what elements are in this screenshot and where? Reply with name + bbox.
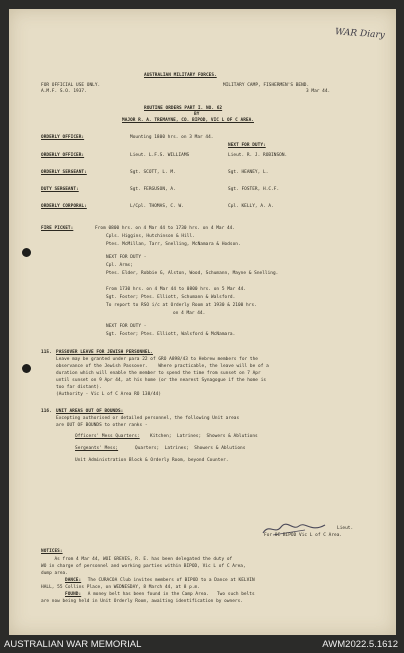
out-of-bounds-label: Sergeants' Mess;: [75, 446, 119, 451]
notice-text: As from 4 Mar 44, WOI GREVES, R. E. has been delegated the duty of: [41, 557, 233, 562]
order-text: until sunset on 9 Apr 44, at his home (or the nearest Synagogue if the home is: [56, 378, 267, 383]
order-text: Leave may be granted under para 22 of GRO A898/43 to Hebrew members for the: [56, 357, 259, 362]
archive-reference: AWM2022.5.1612: [322, 639, 398, 650]
order-text: observance of the Jewish Passover. Where practicable, the leave will be of a: [56, 364, 269, 369]
duty-next: Sgt. FOSTER, H.C.F.: [228, 187, 280, 192]
signature-for: For OC BIPOD Vic L of C Area.: [264, 533, 343, 538]
issuing-officer: MAJOR R. A. TREMAYNE, CO. BIPOD, VIC L OF C AREA.: [122, 118, 254, 123]
duty-value: Mounting 1800 hrs. on 3 Mar 44.: [130, 135, 214, 140]
order-text: duration which will enable the member to spend the time from sunset on 7 Apr: [56, 371, 261, 376]
notice-dance-label: DANCE:: [65, 578, 82, 583]
next-for-duty-heading: NEXT FOR DUTY:: [228, 143, 266, 148]
notice-text: are now being held in Unit Orderly Room, awaiting identification by owners.: [41, 599, 244, 604]
notice-text: A money belt has been found in the Camp Area. Two such belts: [85, 592, 255, 597]
out-of-bounds-value: Unit Administration Block & Orderly Room, beyond Counter.: [75, 458, 229, 463]
order-text: are OUT OF BOUNDS to other ranks -: [56, 423, 148, 428]
duty-label: DUTY SERGEANT:: [41, 187, 79, 192]
fire-picket-line: Cpl. Arms;: [106, 263, 133, 268]
order-title: PASSOVER LEAVE FOR JEWISH PERSONNEL.: [56, 350, 153, 355]
fire-picket-label: FIRE PICKET:: [41, 226, 74, 231]
fire-picket-line: Ptes. Elder, Robbie G, Alston, Wood, Schumann, Mayne & Snelling.: [106, 271, 279, 276]
archive-footer: [0, 638, 404, 653]
duty-value: Lieut. L.F.S. WILLIAMS: [130, 153, 190, 158]
notice-found-label: FOUND:: [65, 592, 82, 597]
order-text: Excepting authorised or detailed personnel, the following Unit areas: [56, 416, 240, 421]
notice-text: WO in charge of personnel and working parties within BIPOD, Vic L of C Area,: [41, 564, 246, 569]
order-authority: (Authority - Vic L of C Area RO 138/44): [56, 392, 162, 397]
notice-text: The CURACOA Club invites members of BIPOD to a Dance at KELVIN: [85, 578, 255, 583]
fire-picket-line: Sgt. Foster; Ptes. Elliott, Schumann & Walsford.: [106, 295, 236, 300]
issue-date: 3 Mar 44.: [306, 89, 331, 94]
handwritten-annotation: WAR Diary: [334, 27, 386, 41]
duty-next: Lieut. R. J. ROBINSON.: [228, 153, 288, 158]
form-reference: A.M.F. S.O. 1937.: [41, 89, 87, 94]
duty-next: Cpl. KELLY, A. A.: [228, 204, 274, 209]
archive-name: AUSTRALIAN WAR MEMORIAL: [4, 639, 142, 650]
fire-picket-line: From 1730 hrs. on 4 Mar 44 to 0800 hrs. on 5 Mar 44.: [106, 287, 247, 292]
duty-value: Sgt. SCOTT, L. M.: [130, 170, 176, 175]
fire-picket-line: on 4 Mar 44.: [173, 311, 206, 316]
duty-label: ORDERLY OFFICER:: [41, 153, 85, 158]
duty-label: ORDERLY SERGEANT:: [41, 170, 87, 175]
punch-hole: [22, 248, 31, 257]
order-number: 116.: [41, 409, 52, 414]
order-number: 115.: [41, 350, 52, 355]
security-classification: FOR OFFICIAL USE ONLY.: [41, 83, 101, 88]
fire-picket-line: From 0800 hrs. on 4 Mar 44 to 1730 hrs. on 4 Mar 44.: [95, 226, 236, 231]
punch-hole: [22, 364, 31, 373]
fire-picket-line: Sgt. Foster; Ptes. Elliott, Walsford & McNamara.: [106, 332, 236, 337]
fire-picket-line: NEXT FOR DUTY -: [106, 255, 147, 260]
notice-text: dump area.: [41, 571, 68, 576]
orders-by: BY: [194, 112, 200, 117]
out-of-bounds-label: Officers' Mess Quarters:: [75, 434, 140, 439]
duty-value: Sgt. FERGUSON, A.: [130, 187, 176, 192]
orders-title: ROUTINE ORDERS PART I. NO. 62: [144, 106, 223, 111]
duty-next: Sgt. HEANEY, L.: [228, 170, 269, 175]
fire-picket-line: Ptes. McMillan, Tarr, Snelling, McNamara & Hodson.: [106, 242, 241, 247]
fire-picket-line: NEXT FOR DUTY -: [106, 324, 147, 329]
out-of-bounds-value: Kitchen; Latrines; Showers & Ablutions: [150, 434, 258, 439]
notice-text: HALL, 55 Collins Place, on WEDNESDAY, 8 March 44, at 8 p.m.: [41, 585, 200, 590]
document-title: AUSTRALIAN MILITARY FORCES.: [144, 73, 217, 78]
fire-picket-line: Cpls. Higgins, Hutchinson & Hill.: [106, 234, 195, 239]
duty-label: ORDERLY OFFICER:: [41, 135, 85, 140]
order-title: UNIT AREAS OUT OF BOUNDS:: [56, 409, 124, 414]
duty-label: ORDERLY CORPORAL:: [41, 204, 87, 209]
notices-title: NOTICES:: [41, 549, 63, 554]
signature-rank: Lieut.: [337, 526, 354, 531]
duty-value: L/Cpl. THOMAS, C. W.: [130, 204, 184, 209]
order-text: too far distant).: [56, 385, 102, 390]
location: MILITARY CAMP, FISHERMEN'S BEND.: [223, 83, 310, 88]
fire-picket-line: To report to RSO i/c at Orderly Room at 1930 & 2100 hrs.: [106, 303, 257, 308]
out-of-bounds-value: Quarters; Latrines; Showers & Ablutions: [135, 446, 246, 451]
document-page: [9, 9, 396, 635]
